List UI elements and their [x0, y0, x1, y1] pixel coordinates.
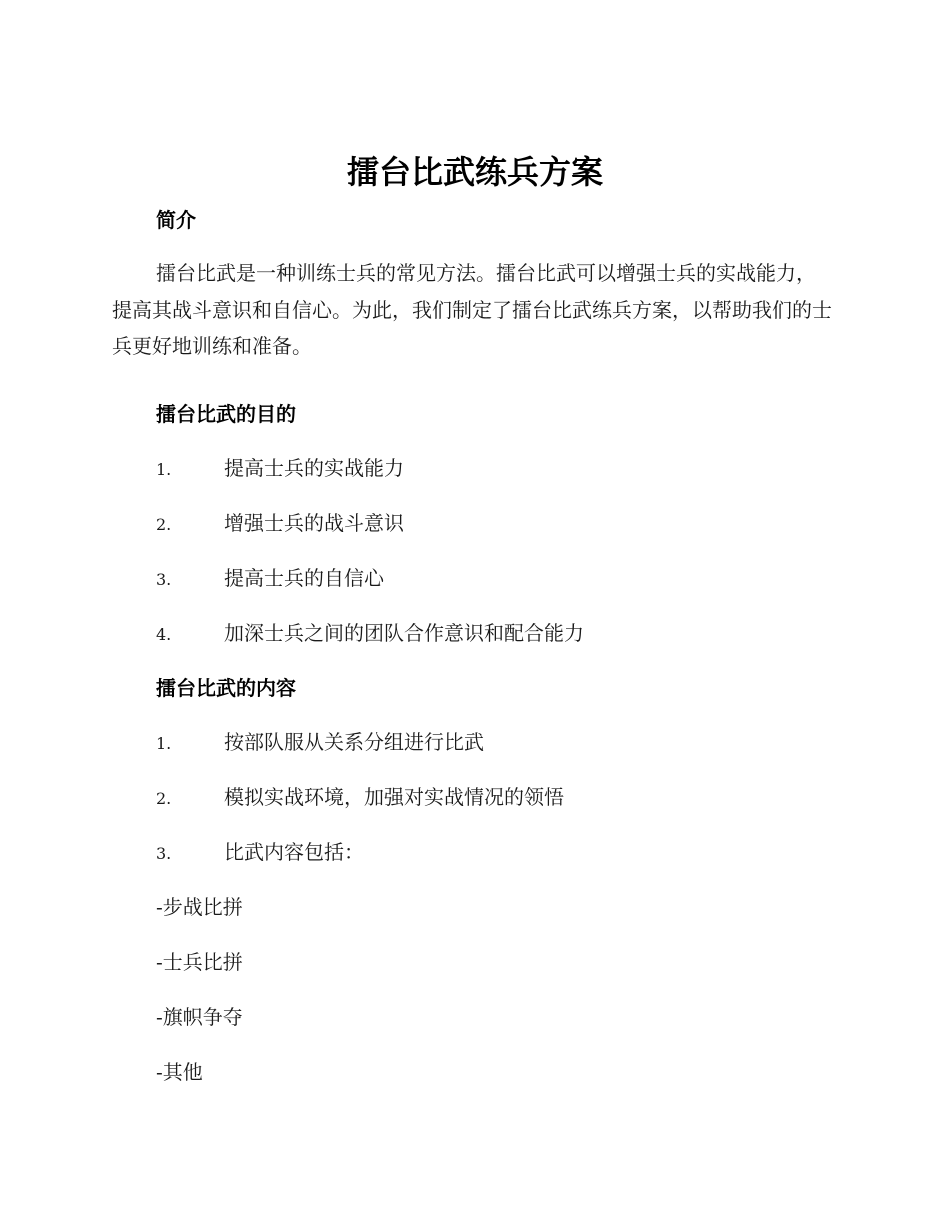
section-heading-purpose: 擂台比武的目的 [156, 402, 296, 426]
sub-list-item: -士兵比拼 [156, 950, 243, 974]
sub-list-item: -步战比拼 [156, 895, 243, 919]
section-heading-content: 擂台比武的内容 [156, 676, 296, 700]
sub-list-item: -旗帜争夺 [156, 1005, 243, 1029]
list-item-text: 按部队服从关系分组进行比武 [224, 730, 484, 754]
list-item-text: 增强士兵的战斗意识 [224, 511, 404, 535]
sub-list-item: -其他 [156, 1060, 203, 1084]
list-item-number: 3. [156, 570, 172, 589]
list-item [156, 838, 364, 868]
list-item-number: 1. [156, 734, 172, 753]
list-item-text: 模拟实战环境，加强对实战情况的领悟 [224, 785, 564, 809]
list-item-number: 3. [156, 844, 172, 863]
list-item [156, 564, 384, 594]
list-item [156, 783, 564, 813]
list-item [156, 728, 484, 758]
section-heading-intro: 简介 [156, 208, 196, 232]
document-title: 擂台比武练兵方案 [346, 153, 603, 191]
list-item-text: 提高士兵的自信心 [224, 566, 384, 590]
list-item-number: 2. [156, 789, 172, 808]
list-item-text: 加深士兵之间的团队合作意识和配合能力 [224, 621, 584, 645]
list-item-number: 4. [156, 625, 172, 644]
list-item-number: 1. [156, 460, 172, 479]
list-item [156, 619, 584, 649]
list-item-text: 比武内容包括： [224, 840, 364, 864]
list-item [156, 454, 404, 484]
list-item-number: 2. [156, 515, 172, 534]
list-item [156, 509, 404, 539]
list-item-text: 提高士兵的实战能力 [224, 456, 404, 480]
intro-paragraph: 擂台比武是一种训练士兵的常见方法。擂台比武可以增强士兵的实战能力，提高其战斗意识和自信心。为此，我们制定了擂台比武练兵方案，以帮助我们的士兵更好地训练和准备。 [112, 261, 832, 358]
